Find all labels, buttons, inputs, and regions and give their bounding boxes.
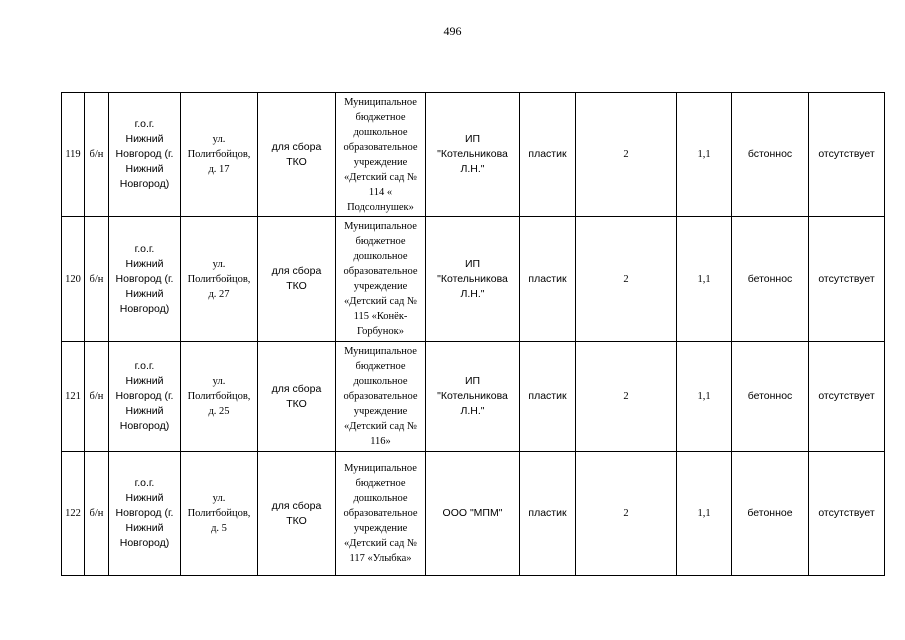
container-count-cell: 2 bbox=[576, 452, 677, 576]
row-number-cell: 119 bbox=[62, 93, 85, 217]
table-row bbox=[62, 342, 885, 452]
surface-cell: бетоннос bbox=[732, 342, 809, 452]
operator-cell: ИП "Котельникова Л.Н." bbox=[426, 342, 520, 452]
fence-cell: отсутствует bbox=[809, 342, 885, 452]
address-cell: ул. Политбойцов, д. 17 bbox=[181, 93, 258, 217]
locality-cell: г.о.г. Нижний Новгород (г. Нижний Новгород) bbox=[109, 217, 181, 342]
table-row bbox=[62, 452, 885, 576]
registry-number-cell: б/н bbox=[85, 93, 109, 217]
owner-cell: Муниципальное бюджетное дошкольное образовательное учреждение «Детский сад № 114 « Подсолнушек» bbox=[336, 93, 426, 217]
row-number-cell: 122 bbox=[62, 452, 85, 576]
page-number: 496 bbox=[443, 24, 462, 38]
fence-cell: отсутствует bbox=[809, 93, 885, 217]
material-cell: пластик bbox=[520, 452, 576, 576]
material-cell: пластик bbox=[520, 93, 576, 217]
owner-cell: Муниципальное бюджетное дошкольное образовательное учреждение «Детский сад № 116» bbox=[336, 342, 426, 452]
container-count-cell: 2 bbox=[576, 93, 677, 217]
owner-cell: Муниципальное бюджетное дошкольное образовательное учреждение «Детский сад № 115 «Конёк- Горбунок» bbox=[336, 217, 426, 342]
address-cell: ул. Политбойцов, д. 5 bbox=[181, 452, 258, 576]
locality-cell: г.о.г. Нижний Новгород (г. Нижний Новгород) bbox=[109, 93, 181, 217]
purpose-cell: для сбора ТКО bbox=[258, 93, 336, 217]
row-number-cell: 121 bbox=[62, 342, 85, 452]
material-cell: пластик bbox=[520, 342, 576, 452]
container-volume-cell: 1,1 bbox=[677, 93, 732, 217]
locality-cell: г.о.г. Нижний Новгород (г. Нижний Новгород) bbox=[109, 342, 181, 452]
operator-cell: ИП "Котельникова Л.Н." bbox=[426, 217, 520, 342]
row-number-cell: 120 bbox=[62, 217, 85, 342]
sites-table bbox=[61, 92, 885, 576]
purpose-cell: для сбора ТКО bbox=[258, 342, 336, 452]
purpose-cell: для сбора ТКО bbox=[258, 217, 336, 342]
container-count-cell: 2 bbox=[576, 217, 677, 342]
address-cell: ул. Политбойцов, д. 27 bbox=[181, 217, 258, 342]
fence-cell: отсутствует bbox=[809, 452, 885, 576]
registry-number-cell: б/н bbox=[85, 217, 109, 342]
registry-number-cell: б/н bbox=[85, 342, 109, 452]
table-row bbox=[62, 217, 885, 342]
container-volume-cell: 1,1 bbox=[677, 452, 732, 576]
registry-number-cell: б/н bbox=[85, 452, 109, 576]
surface-cell: бстоннос bbox=[732, 93, 809, 217]
operator-cell: ИП "Котельникова Л.Н." bbox=[426, 93, 520, 217]
operator-cell: ООО "МПМ" bbox=[426, 452, 520, 576]
locality-cell: г.о.г. Нижний Новгород (г. Нижний Новгород) bbox=[109, 452, 181, 576]
surface-cell: бетонное bbox=[732, 452, 809, 576]
container-count-cell: 2 bbox=[576, 342, 677, 452]
container-volume-cell: 1,1 bbox=[677, 342, 732, 452]
container-volume-cell: 1,1 bbox=[677, 217, 732, 342]
material-cell: пластик bbox=[520, 217, 576, 342]
purpose-cell: для сбора ТКО bbox=[258, 452, 336, 576]
address-cell: ул. Политбойцов, д. 25 bbox=[181, 342, 258, 452]
table-row bbox=[62, 93, 885, 217]
surface-cell: бетоннос bbox=[732, 217, 809, 342]
owner-cell: Муниципальное бюджетное дошкольное образовательное учреждение «Детский сад № 117 «Улыбка» bbox=[336, 452, 426, 576]
fence-cell: отсутствует bbox=[809, 217, 885, 342]
